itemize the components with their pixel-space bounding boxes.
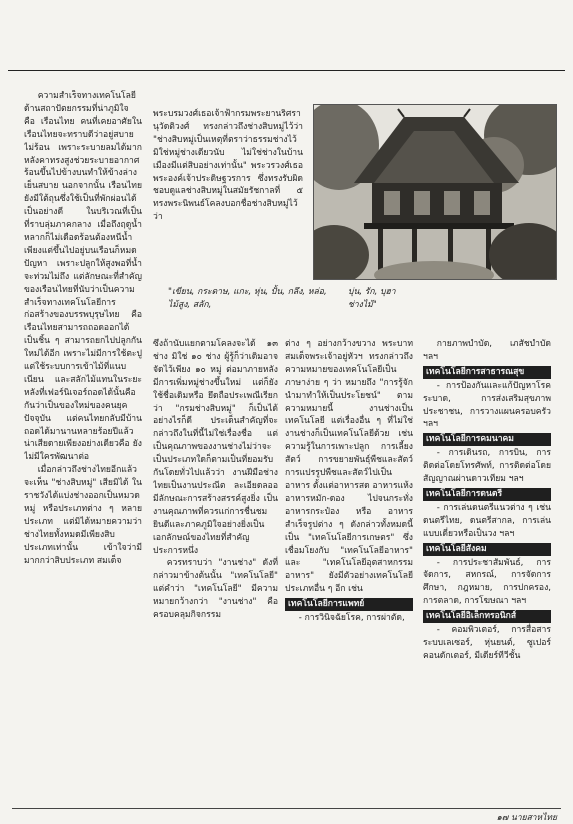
thai-house-photo: [313, 104, 557, 280]
text-social: - การประชาสัมพันธ์, การจัดการ, สหกรณ์, การจัดการศึกษา, กฎหมาย, การปกครอง, การตลาด, การโฆษณา ฯลฯ: [423, 557, 551, 607]
column-3: [285, 338, 413, 802]
column-2: [153, 338, 278, 802]
text-medical-technology: - การวินิจฉัยโรค, การผ่าตัด,: [298, 613, 405, 624]
caption-right: บุ่น, รัก, บุฮา ช่างไม้": [348, 287, 396, 310]
text-public-health: - การป้องกันและแก้ปัญหาโรคระบาด, การส่งเสริมสุขภาพประชาชน, การวางแผนครอบครัว ฯลฯ: [423, 380, 551, 430]
bottom-rule: [12, 808, 561, 809]
column-1: [24, 90, 142, 802]
heading-medical-technology: เทคโนโลยีการแพทย์: [285, 598, 413, 611]
column-4: [423, 338, 551, 802]
text-electronic: - คอมพิวเตอร์, การสื่อสารระบบเลเซอร์, หุ่นยนต์, ซูเปอร์คอนดักเตอร์, มีเดียร์ทีวีชั้น: [423, 625, 551, 661]
paragraph-prince-quote: พระบรมวงศ์เธอเจ้าฟ้ากรมพระยานริศรานุวัดติวงศ์ ทรงกล่าวถึงช่างสิบหมู่ไว้ว่า "ช่างสิบหมู่เป็นเหตุที่ตราว่าธรรมช่างไว้ มิใช่หมู่ช่างเดียวนับ ไม่ใช่ช่างในบ้านเมืองมีแต่สิบอย่างเท่านั้น" พระวรวงศ์เธอพระองค์เจ้าประดิษฐวรการ ซึ่งทรงรับผิดชอบดูแลช่างสิบหมู่ในสมัยรัชกาลที่ ๕ ทรงพระนิพนธ์โคลงบอกชื่อช่างสิบหมู่ไว้ว่า: [153, 109, 303, 223]
top-rule: [8, 70, 565, 71]
text-music: - การเล่นดนตรีแนวต่าง ๆ เช่น ดนตรีไทย, ดนตรีสากล, การเล่นแบบเดี่ยวหรือเป็นวง ฯลฯ: [423, 502, 551, 539]
heading-social: เทคโนโลยีสังคม: [423, 543, 551, 556]
text-medical-continued: กายภาพบำบัด, เภสัชบำบัด ฯลฯ: [423, 339, 551, 362]
page-footer: ๑๗ นายสาหไทย: [496, 813, 557, 823]
paragraph-craft-vs-technology: ควรทราบว่า "งานช่าง" ดังที่กล่าวมาข้างต้นนั้น "เทคโนโลยี" แต่คำว่า "เทคโนโลยี" มีความหมายกว้างกว่า "งานช่าง" คือ ครอบคลุมกิจกรรม: [153, 558, 278, 621]
heading-public-health: เทคโนโลยีการสาธารณสุข: [423, 366, 551, 379]
heading-transport: เทคโนโลยีการคมนาคม: [423, 433, 551, 446]
paragraph-craft-quality: ซึ่งถ้านับแยกตามโคลงจะได้ ๑๓ ช่าง มิใช่ ๑๐ ช่าง ผู้รู้ก็ว่าเดิมอาจจัดไว้เพียง ๑๐ หมู่ ต่อมาภายหลังมีการเพิ่มหมู่ช่างขึ้นใหม่ แต่ก็ยังใช้ชื่อเดิมหรือ ยึดถือประเพณีเรียกว่า "กรมช่างสิบหมู่" ก็เป็นได้ อย่างไรก็ดี ประเด็นสำคัญที่จะกล่าวถึงในที่นี้ไม่ใช่เรื่องชื่อ แต่เป็นคุณภาพของงานช่างไม่ว่าจะเป็นประเภทใดก็ตามเป็นที่ยอมรับกันโดยทั่วไปแล้วว่า งานฝีมือช่างไทยเป็นงานประณีต ละเอียดลออ มีลักษณะการสร้างสรรค์สูงยิ่ง เป็นงานคุณภาพที่ควรแก่การชื่นชมยินดีและภาคภูมิใจอย่างยิ่งเป็นเอกลักษณ์ของไทยที่สำคัญประการหนึ่ง: [153, 339, 278, 556]
text-transport: - การเดินรถ, การบิน, การติดต่อโดยโทรศัพท์, การติดต่อโดยสัญญาณผ่านดาวเทียม ฯลฯ: [423, 448, 551, 485]
heading-music: เทคโนโลยีการดนตรี: [423, 488, 551, 501]
caption-left: "เขียน, กระดาษ, แกะ, หุ่น, ปั้น, กลึง, หล่อ, ไม้สูง, สลัก,: [168, 287, 327, 310]
paragraph-ten-crafts: เมื่อกล่าวถึงช่างไทยอีกแล้ว จะเห็น "ช่างสิบหมู่" เสียมิได้ ในราชวังได้แบ่งช่างออกเป็นหมวดหมู่ หรือประเภทต่าง ๆ หลายประเภท แต่มิได้หมายความว่าช่างไทยทั้งหมดมีเพียงสิบประเภทเท่านั้น เข้าใจว่ามีมากกว่าสิบประเภท สมเด็จ: [24, 465, 142, 566]
heading-electronic: เทคโนโลยีอิเล็กทรอนิกส์: [423, 610, 551, 623]
paragraph-technology-meaning: ต่าง ๆ อย่างกว้างขวาง พระบาทสมเด็จพระเจ้าอยู่หัวฯ ทรงกล่าวถึงความหมายของเทคโนโลยีเป็นภาษาง่าย ๆ ว่า หมายถึง "การรู้จักนำมาทำให้เป็นประโยชน์" ตามความหมายนี้ งานช่างเป็นเทคโนโลยี แต่เรื่องอื่น ๆ ที่ไม่ใช่งานช่างก็เป็นเทคโนโลยีด้วย เช่น ความรู้ในการเพาะปลูก การเลี้ยงสัตว์ การขยายพันธุ์พืชและสัตว์ การแปรรูปพืชและสัตว์ไปเป็นอาหาร ตั้งแต่อาหารสด อาหารแห้ง อาหารหมัก-ดอง ไปจนกระทั่งอาหารกระป๋อง หรือ อาหารสำเร็จรูปต่าง ๆ ดังกล่าวทั้งหมดนี้ เป็น "เทคโนโลยีการเกษตร" ซึ่งเชื่อมโยงกับ "เทคโนโลยีอาหาร" และ "เทคโนโลยีอุตสาหกรรมอาหาร" ยังมีตัวอย่างเทคโนโลยีประเภทอื่น ๆ อีก เช่น: [285, 339, 413, 595]
thai-house-illustration: [314, 105, 556, 279]
paragraph-thai-house: ความสำเร็จทางเทคโนโลยีด้านสถาปัตยกรรมที่น่าภูมิใจ คือ เรือนไทย คนที่เคยอาศัยในเรือนไทยจะทราบดีว่าอยู่สบาย ไม่ร้อน เพราะระบายลมได้มาก หลังคาทรงสูงช่วยระบายอากาศร้อนขึ้นไปข้างบนทำให้ข้างล่างเย็นสบาย นอกจากนั้น เรือนไทยยังมีใต้ถุนซึ่งใช้เป็นที่พักผ่อนได้เป็นอย่างดี ในบริเวณที่เป็นที่ราบลุ่มภาคกลาง เมื่อถึงฤดูน้ำหลากก็ไม่เดือดร้อนต้องหนีน้ำ เพียงแต่ขึ้นไปอยู่บนเรือนก็หมดปัญหา เพราะปลูกให้สูงพอที่น้ำจะท่วมไม่ถึง แต่ลักษณะที่สำคัญของเรือนไทยที่นับว่าเป็นความสำเร็จทางเทคโนโลยีการก่อสร้างของบรรพบุรุษไทย คือ เรือนไทยสามารถถอดออกได้เป็นชิ้น ๆ สามารถยกไปปลูกกันใหม่ได้อีก เพราะไม่มีการใช้ตะปู แต่ใช้ระบบการเข้าไม้ที่แนบเนียน และสลักไม้แทนในระยะหลังที่เฟอร์นิเจอร์ถอดได้นั้นคือกันว่าเป็นของใหม่ของคนยุคปัจจุบัน แต่คนไทยกลับมีบ้านถอดได้มานานหลายร้อยปีแล้ว น่าเสียดายเพียงอย่างเดียวคือ ยังไม่มีใครพัฒนาต่อ: [24, 91, 142, 463]
